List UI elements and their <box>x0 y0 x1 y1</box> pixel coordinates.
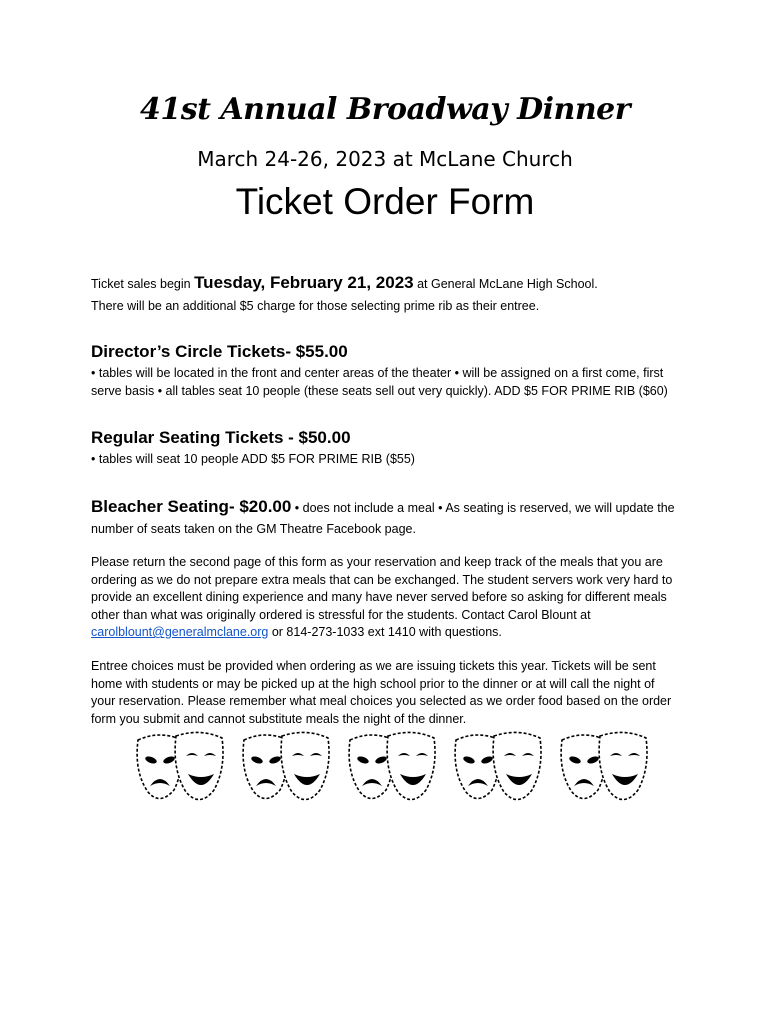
intro-paragraph <box>91 272 681 317</box>
form-title: Ticket Order Form <box>235 181 535 222</box>
intro-suffix: at General McLane High School. <box>413 277 598 291</box>
bleacher-heading: Bleacher Seating- $20.00 <box>91 497 292 516</box>
intro-prefix: Ticket sales begin <box>91 277 195 291</box>
event-title: 41st Annual Broadway Dinner <box>139 92 631 127</box>
sales-date: Tuesday, February 21, 2023 <box>194 273 414 292</box>
theater-masks-icon <box>342 730 440 812</box>
entree-instructions: Entree choices must be provided when ordering as we are issuing tickets this year. Tickets will be sent home with students or may be picked up at the high school prior to the dinner or at will call the night of your reservation. Please remember what meal choices you selected as we order food based on the order form you submit and cannot substitute meals the night of the dinner. <box>91 659 672 726</box>
contact-phone: or 814-273-1033 ext 1410 with questions. <box>268 625 502 639</box>
theater-masks-icon <box>236 730 334 812</box>
directors-circle-details: • tables will be located in the front and center areas of the theater • will be assigned on a first come, first serve basis • all tables seat 10 people (these seats sell out very quickly). ADD $5 FOR PRIME RIB ($60) <box>91 366 668 398</box>
theater-masks-row <box>130 730 660 812</box>
contact-email-link[interactable]: carolblount@generalmclane.org <box>91 625 269 639</box>
regular-seating-heading: Regular Seating Tickets - $50.00 <box>91 428 351 447</box>
return-instructions <box>91 554 681 642</box>
bleacher-paragraph <box>91 496 681 540</box>
directors-circle-heading: Director’s Circle Tickets- $55.00 <box>91 342 348 361</box>
event-subtitle: March 24-26, 2023 at McLane Church <box>197 147 573 171</box>
theater-masks-icon <box>448 730 546 812</box>
bleacher-details: • does not include a meal • As seating is reserved, we will update the number of seats taken on the GM Theatre Facebook page. <box>91 501 675 536</box>
return-text: Please return the second page of this form as your reservation and keep track of the meals that you are ordering as we do not prepare extra meals that can be exchanged. The student servers work very hard to provide an excellent dining experience and many have never served before so asking for different meals other than what was originally ordered is stressful for the students. Contact Carol Blount at <box>91 555 673 622</box>
theater-masks-icon <box>554 730 652 812</box>
theater-masks-icon <box>130 730 228 812</box>
regular-seating-details: • tables will seat 10 people ADD $5 FOR PRIME RIB ($55) <box>91 452 415 466</box>
prime-rib-note: There will be an additional $5 charge for those selecting prime rib as their entree. <box>91 299 540 313</box>
